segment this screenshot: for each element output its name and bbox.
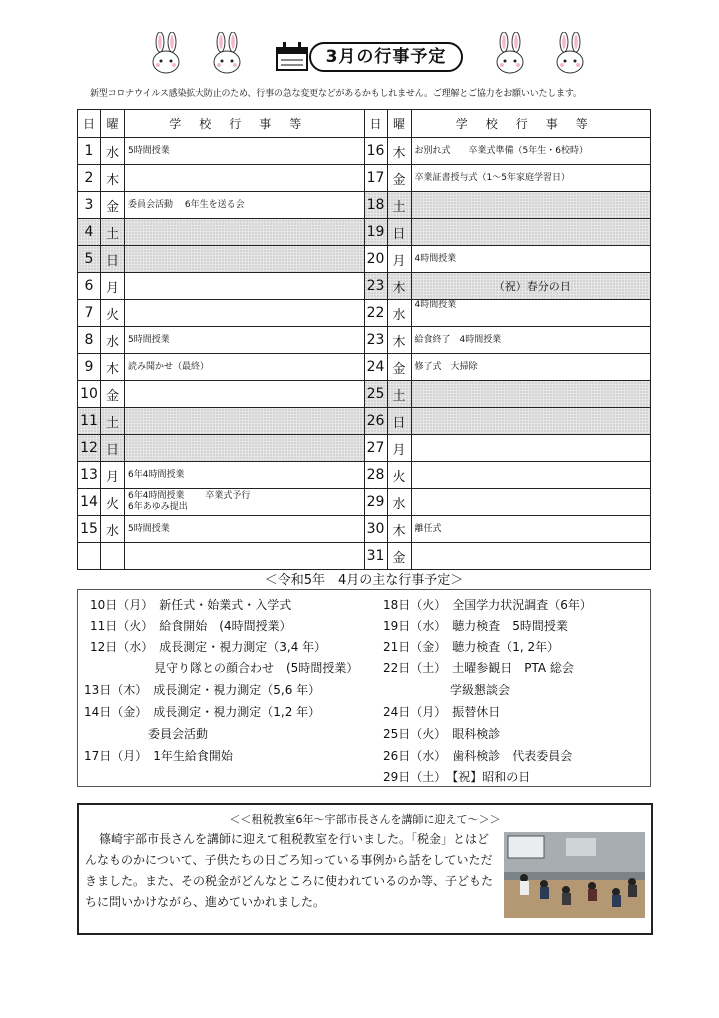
table-row bbox=[78, 543, 651, 570]
weekday: 木 bbox=[101, 354, 125, 381]
bunny-icon bbox=[150, 32, 182, 74]
day-number: 19 bbox=[364, 219, 387, 246]
day-number: 18 bbox=[364, 192, 387, 219]
event-text bbox=[411, 543, 651, 570]
event-text: 給食終了 4時間授業 bbox=[411, 327, 651, 354]
table-row bbox=[78, 462, 651, 489]
list-item: 12日（水） 成長測定・視力測定（3,4 年） bbox=[90, 640, 327, 654]
weekday: 土 bbox=[101, 219, 125, 246]
bunny-icon bbox=[211, 32, 243, 74]
day-number: 3 bbox=[78, 192, 101, 219]
day-number: 13 bbox=[78, 462, 101, 489]
table-row bbox=[78, 381, 651, 408]
day-number: 22 bbox=[364, 300, 387, 327]
calendar-icon bbox=[273, 38, 313, 72]
april-section-title: ＜令和5年 4月の主な行事予定＞ bbox=[264, 573, 464, 588]
weekday: 木 bbox=[387, 273, 411, 300]
header-events-label: 学校行事等 bbox=[169, 117, 320, 131]
day-number: 27 bbox=[364, 435, 387, 462]
weekday: 土 bbox=[387, 381, 411, 408]
header-day: 日 bbox=[78, 110, 101, 138]
day-number: 17 bbox=[364, 165, 387, 192]
event-text bbox=[411, 219, 651, 246]
page-title: 3月の行事予定 bbox=[309, 42, 463, 72]
event-text: 5時間授業 bbox=[125, 516, 365, 543]
header-events-label: 学校行事等 bbox=[455, 117, 606, 131]
event-text: 委員会活動 6年生を送る会 bbox=[125, 192, 365, 219]
list-item: 10日（月） 新任式・始業式・入学式 bbox=[90, 598, 292, 612]
event-line: 6年4時間授業 卒業式予行 bbox=[128, 491, 251, 501]
day-number: 23 bbox=[364, 327, 387, 354]
day-number: 12 bbox=[78, 435, 101, 462]
list-item: 25日（火） 眼科検診 bbox=[383, 727, 501, 741]
list-item: 11日（火） 給食開始 (4時間授業） bbox=[90, 619, 292, 633]
day-number: 11 bbox=[78, 408, 101, 435]
event-text: 4時間授業 bbox=[411, 300, 651, 327]
table-row bbox=[78, 327, 651, 354]
list-item: 14日（金） 成長測定・視力測定（1,2 年） bbox=[84, 705, 321, 719]
day-number: 29 bbox=[364, 489, 387, 516]
event-text bbox=[125, 165, 365, 192]
day-number: 4 bbox=[78, 219, 101, 246]
weekday: 火 bbox=[101, 489, 125, 516]
event-text: 修了式 大掃除 bbox=[411, 354, 651, 381]
table-row bbox=[78, 489, 651, 516]
day-number: 23 bbox=[364, 273, 387, 300]
weekday: 水 bbox=[387, 489, 411, 516]
table-row bbox=[78, 408, 651, 435]
weekday: 水 bbox=[101, 138, 125, 165]
list-item: 学級懇談会 bbox=[450, 683, 511, 697]
list-item: 19日（水） 聴力検査 5時間授業 bbox=[383, 619, 568, 633]
table-row bbox=[78, 300, 651, 327]
table-row bbox=[78, 354, 651, 381]
table-row bbox=[78, 138, 651, 165]
table-row bbox=[78, 246, 651, 273]
weekday: 水 bbox=[101, 516, 125, 543]
header-weekday: 曜 bbox=[387, 110, 411, 138]
weekday: 木 bbox=[387, 138, 411, 165]
table-row bbox=[78, 192, 651, 219]
weekday: 月 bbox=[387, 246, 411, 273]
header-events bbox=[411, 110, 651, 138]
day-number: 31 bbox=[364, 543, 387, 570]
day-number: 8 bbox=[78, 327, 101, 354]
list-item: 委員会活動 bbox=[148, 727, 209, 741]
event-text: 卒業証書授与式（1～5年家庭学習日） bbox=[411, 165, 651, 192]
weekday: 金 bbox=[387, 543, 411, 570]
event-text bbox=[411, 462, 651, 489]
march-calendar bbox=[77, 109, 651, 570]
event-text: 4時間授業 bbox=[411, 246, 651, 273]
weekday: 土 bbox=[387, 192, 411, 219]
list-item: 17日（月） 1年生給食開始 bbox=[84, 749, 233, 763]
event-text bbox=[125, 543, 365, 570]
event-line: 6年あゆみ提出 bbox=[128, 502, 188, 512]
weekday: 金 bbox=[387, 354, 411, 381]
event-text bbox=[125, 408, 365, 435]
day-number: 10 bbox=[78, 381, 101, 408]
event-text: 離任式 bbox=[411, 516, 651, 543]
list-item: 18日（火） 全国学力状況調査（6年） bbox=[383, 598, 592, 612]
header-events bbox=[125, 110, 365, 138]
day-number: 25 bbox=[364, 381, 387, 408]
event-text: 5時間授業 bbox=[125, 327, 365, 354]
table-row bbox=[78, 516, 651, 543]
day-number: 5 bbox=[78, 246, 101, 273]
event-text bbox=[411, 408, 651, 435]
event-text: （祝）春分の日 bbox=[411, 273, 651, 300]
list-item: 見守り隊との顔合わせ (5時間授業） bbox=[154, 661, 359, 675]
header-day: 日 bbox=[364, 110, 387, 138]
day-number: 7 bbox=[78, 300, 101, 327]
weekday: 金 bbox=[387, 165, 411, 192]
day-number: 9 bbox=[78, 354, 101, 381]
day-number: 1 bbox=[78, 138, 101, 165]
classroom-photo-illustration bbox=[504, 832, 645, 918]
event-text: 読み聞かせ（最終） bbox=[125, 354, 365, 381]
weekday: 水 bbox=[387, 300, 411, 327]
day-number: 30 bbox=[364, 516, 387, 543]
list-item: 21日（金） 聴力検査（1, 2年） bbox=[383, 640, 560, 654]
event-text bbox=[411, 381, 651, 408]
bunny-icon bbox=[494, 32, 526, 74]
event-text bbox=[125, 489, 365, 516]
weekday: 土 bbox=[101, 408, 125, 435]
calendar-header-row bbox=[78, 110, 651, 138]
weekday: 日 bbox=[101, 246, 125, 273]
weekday: 日 bbox=[387, 219, 411, 246]
list-item: 29日（土） 【祝】昭和の日 bbox=[383, 770, 531, 784]
april-schedule bbox=[77, 589, 651, 787]
classroom-photo bbox=[504, 832, 645, 918]
day-number: 6 bbox=[78, 273, 101, 300]
article-title: ＜＜租税教室6年～宇部市長さんを講師に迎えて～＞＞ bbox=[229, 813, 501, 826]
event-text bbox=[411, 435, 651, 462]
article-body: 篠崎宇部市長さんを講師に迎えて租税教室を行いました。「税金」とはどんなものかについて、子供たちの日ごろ知っている事例から話をしていただきました。また、その税金がどんなところに使われているのか等、子どもたちに問いかけながら、進めていかれました。 bbox=[85, 832, 494, 909]
weekday: 月 bbox=[101, 273, 125, 300]
table-row bbox=[78, 435, 651, 462]
day-number: 20 bbox=[364, 246, 387, 273]
table-row bbox=[78, 219, 651, 246]
list-item: 24日（月） 振替休日 bbox=[383, 705, 501, 719]
day-number bbox=[78, 543, 101, 570]
event-text: お別れ式 卒業式準備（5年生・6校時） bbox=[411, 138, 651, 165]
weekday: 木 bbox=[101, 165, 125, 192]
event-text bbox=[125, 435, 365, 462]
day-number: 15 bbox=[78, 516, 101, 543]
weekday: 日 bbox=[387, 408, 411, 435]
weekday: 月 bbox=[387, 435, 411, 462]
event-text bbox=[125, 300, 365, 327]
weekday: 月 bbox=[101, 462, 125, 489]
event-text bbox=[125, 219, 365, 246]
day-number: 14 bbox=[78, 489, 101, 516]
event-text bbox=[411, 489, 651, 516]
weekday: 木 bbox=[387, 327, 411, 354]
table-row bbox=[78, 273, 651, 300]
day-number: 26 bbox=[364, 408, 387, 435]
bunny-icon bbox=[554, 32, 586, 74]
list-item: 22日（土） 土曜参観日 PTA 総会 bbox=[383, 661, 574, 675]
event-text bbox=[125, 246, 365, 273]
day-number: 24 bbox=[364, 354, 387, 381]
day-number: 2 bbox=[78, 165, 101, 192]
tax-class-article bbox=[77, 803, 653, 935]
page-title-banner bbox=[273, 38, 463, 72]
header-weekday: 曜 bbox=[101, 110, 125, 138]
weekday: 金 bbox=[101, 192, 125, 219]
notice-text: 新型コロナウイルス感染拡大防止のため、行事の急な変更などがあるかもしれません。ご理解とご協力をお願いいたします。 bbox=[90, 89, 582, 99]
day-number: 16 bbox=[364, 138, 387, 165]
day-number: 28 bbox=[364, 462, 387, 489]
weekday: 火 bbox=[387, 462, 411, 489]
weekday: 火 bbox=[101, 300, 125, 327]
event-text bbox=[125, 273, 365, 300]
event-text bbox=[411, 192, 651, 219]
event-text: 5時間授業 bbox=[125, 138, 365, 165]
list-item: 26日（水） 歯科検診 代表委員会 bbox=[383, 749, 573, 763]
event-text: 6年4時間授業 bbox=[125, 462, 365, 489]
weekday: 水 bbox=[101, 327, 125, 354]
list-item: 13日（木） 成長測定・視力測定（5,6 年） bbox=[84, 683, 321, 697]
weekday: 木 bbox=[387, 516, 411, 543]
table-row bbox=[78, 165, 651, 192]
weekday: 金 bbox=[101, 381, 125, 408]
event-text bbox=[125, 381, 365, 408]
weekday: 日 bbox=[101, 435, 125, 462]
weekday bbox=[101, 543, 125, 570]
